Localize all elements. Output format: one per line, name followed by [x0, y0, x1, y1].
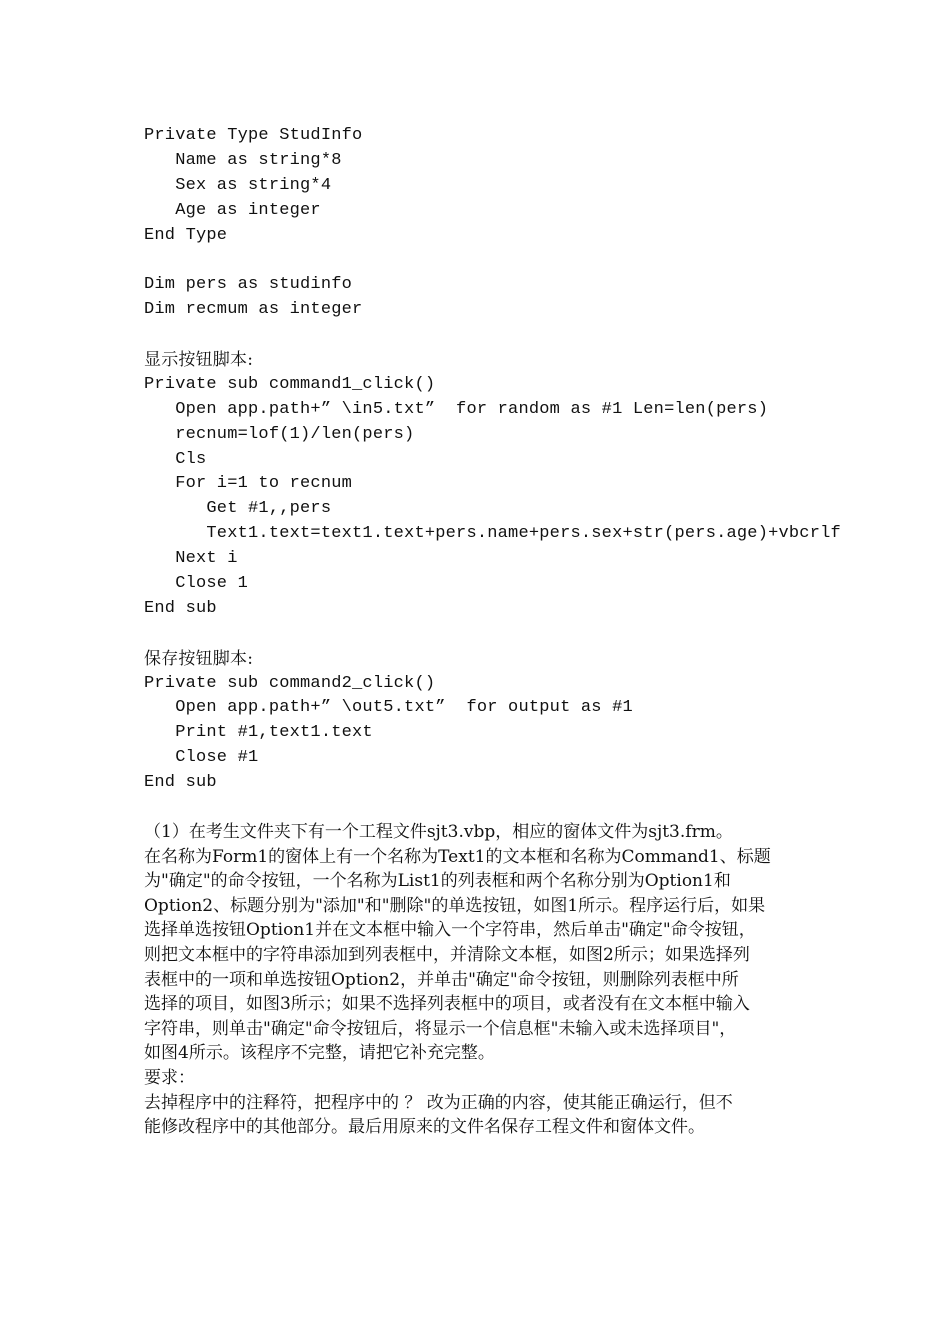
question-line: 则把文本框中的字符串添加到列表框中，并清除文本框，如图2所示；如果选择列 — [144, 944, 750, 965]
code-line: recnum=lof(1)/len(pers) — [144, 424, 415, 444]
question-line: Option2、标题分别为"添加"和"删除"的单选按钮，如图1所示。程序运行后，如果 — [144, 895, 766, 916]
question-line: 在名称为Form1的窗体上有一个名称为Text1的文本框和名称为Command1、标题 — [144, 846, 771, 867]
display-script-heading: 显示按钮脚本: — [144, 350, 254, 371]
question-text — [144, 820, 824, 1140]
code-line: Private sub command1_click() — [144, 374, 436, 394]
code-line: Private sub command2_click() — [144, 673, 436, 693]
requirement-line: 去掉程序中的注释符，把程序中的 ？ 改为正确的内容，使其能正确运行，但不 — [144, 1092, 733, 1113]
code-listing — [144, 124, 844, 796]
code-line: Next i — [144, 549, 238, 569]
requirement-line: 能修改程序中的其他部分。最后用原来的文件名保存工程文件和窗体文件。 — [144, 1117, 705, 1138]
code-line: End sub — [144, 773, 217, 793]
question-line: 字符串，则单击"确定"命令按钮后，将显示一个信息框"未输入或未选择项目"， — [144, 1018, 737, 1039]
code-line: Dim pers as studinfo — [144, 275, 353, 295]
question-line: 选择单选按钮Option1并在文本框中输入一个字符串，然后单击"确定"命令按钮， — [144, 920, 756, 941]
save-script-heading: 保存按钮脚本: — [144, 648, 254, 669]
code-line: Close 1 — [144, 574, 249, 594]
code-line: For i=1 to recnum — [144, 474, 353, 494]
code-line: Sex as string*4 — [144, 175, 332, 195]
blank-line — [144, 248, 844, 273]
blank-line — [144, 323, 844, 348]
question-line: 如图4所示。该程序不完整，请把它补充完整。 — [144, 1043, 495, 1064]
code-line: Open app.path+” \out5.txt” for output as #1 — [144, 698, 633, 718]
question-line: 为"确定"的命令按钮，一个名称为List1的列表框和两个名称分别为Option1和 — [144, 871, 731, 892]
code-line: Name as string*8 — [144, 150, 342, 170]
code-line: Print #1,text1.text — [144, 723, 373, 743]
question-line: （1）在考生文件夹下有一个工程文件sjt3.vbp，相应的窗体文件为sjt3.frm。 — [144, 822, 733, 842]
code-line: Open app.path+” \in5.txt” for random as #1 Len=len(pers) — [144, 399, 769, 419]
question-line: 选择的项目，如图3所示；如果不选择列表框中的项目，或者没有在文本框中输入 — [144, 994, 750, 1015]
code-line: End sub — [144, 598, 217, 618]
code-line: Dim recmum as integer — [144, 300, 363, 320]
code-line: Close #1 — [144, 748, 259, 768]
code-line: Text1.text=text1.text+pers.name+pers.sex+str(pers.age)+vbcrlf — [144, 524, 841, 544]
code-line: Private Type StudInfo — [144, 126, 363, 145]
blank-line — [144, 622, 844, 647]
requirement-label: 要求： — [144, 1067, 195, 1088]
question-line: 表框中的一项和单选按钮Option2，并单击"确定"命令按钮，则删除列表框中所 — [144, 969, 739, 990]
code-line: Cls — [144, 449, 207, 469]
code-line: End Type — [144, 225, 228, 245]
code-line: Age as integer — [144, 200, 321, 220]
code-line: Get #1,,pers — [144, 499, 332, 519]
